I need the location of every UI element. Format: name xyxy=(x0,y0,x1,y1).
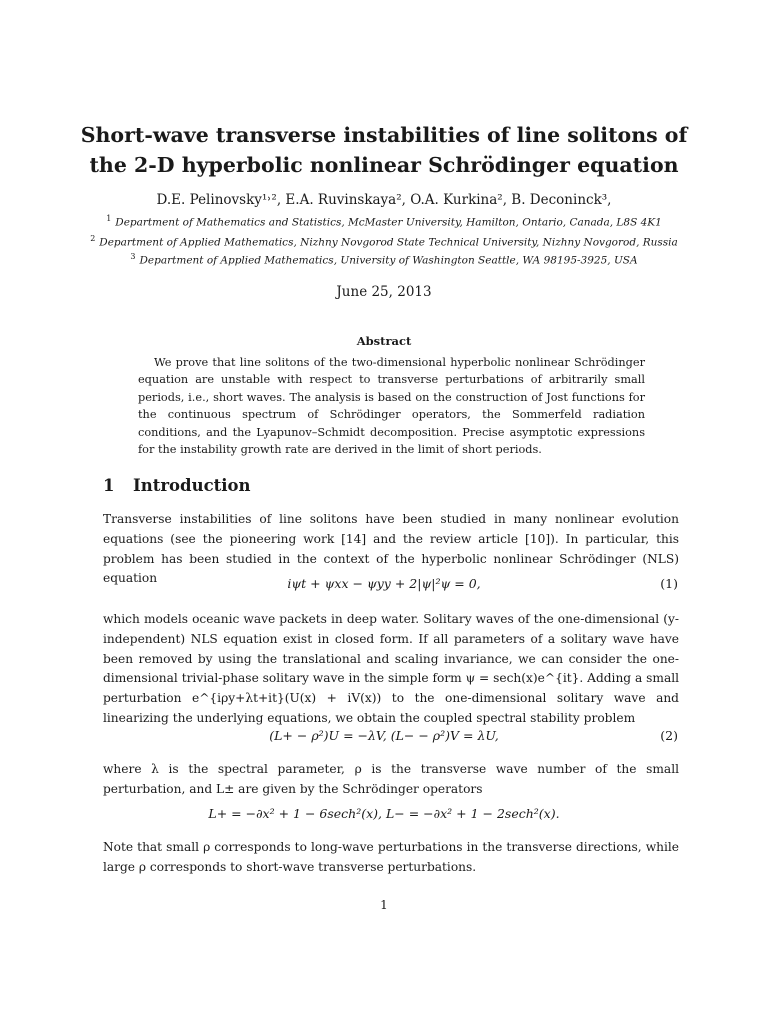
paper-date: June 25, 2013 xyxy=(336,284,432,300)
equation-1: iψt + ψxx − ψyy + 2|ψ|²ψ = 0, xyxy=(287,576,481,591)
affiliation-3 xyxy=(0,252,768,267)
affiliation-text: Department of Mathematics and Statistics, McMaster University, Hamilton, Ontario, Canada, L8S 4K1 xyxy=(115,216,662,229)
intro-paragraph-3: where λ is the spectral parameter, ρ is the transverse wave number of the small perturbation, and L± are given by the Schrödinger operators xyxy=(103,762,679,796)
author-list: D.E. Pelinovsky¹˒², E.A. Ruvinskaya², O.A. Kurkina², B. Deconinck³, xyxy=(156,192,612,208)
page-number: 1 xyxy=(380,898,388,912)
affiliation-text: Department of Applied Mathematics, University of Washington Seattle, WA 98195-3925, USA xyxy=(139,254,638,267)
intro-paragraph-2: which models oceanic wave packets in deep water. Solitary waves of the one-dimensional (y-independent) NLS equation exist in closed form. If all parameters of a solitary wave have been removed by using the translational and scaling invariance, we can consider the one-dimensional trivial-phase solitary wave in the simple form ψ = sech(x)e^{it}. Adding a small perturbation e^{iρy+λt+it}(U(x) + iV(x)) to the one-dimensional solitary wave and linearizing the underlying equations, we obtain the coupled spectral stability problem xyxy=(103,612,679,725)
paper-title-line-2: the 2-D hyperbolic nonlinear Schrödinger equation xyxy=(89,153,679,177)
equation-3: L+ = −∂x² + 1 − 6sech²(x), L− = −∂x² + 1 − 2sech²(x). xyxy=(208,806,560,821)
intro-paragraph-4: Note that small ρ corresponds to long-wave perturbations in the transverse directions, while large ρ corresponds to short-wave transverse perturbations. xyxy=(103,840,679,874)
section-heading xyxy=(103,476,251,495)
equation-2: (L+ − ρ²)U = −λV, (L− − ρ²)V = λU, xyxy=(269,728,499,743)
intro-paragraph-1: Transverse instabilities of line solitons have been studied in many nonlinear evolution equations (see the pioneering work [14] and the review article [10]). In particular, this problem has been studied in the context of the hyperbolic nonlinear Schrödinger (NLS) equation xyxy=(103,512,679,586)
affiliation-mark: 1 xyxy=(106,214,112,223)
affiliation-2 xyxy=(0,234,768,249)
section-number: 1 xyxy=(103,476,115,495)
abstract-body xyxy=(138,354,645,458)
equation-2-number: (2) xyxy=(660,728,678,743)
equation-1-number: (1) xyxy=(660,576,678,591)
affiliation-text: Department of Applied Mathematics, Nizhny Novgorod State Technical University, Nizhny Novgorod, Russia xyxy=(99,236,678,249)
paper-title-line-1: Short-wave transverse instabilities of line solitons of xyxy=(80,123,688,147)
affiliation-1 xyxy=(0,214,768,229)
abstract-heading: Abstract xyxy=(356,334,412,348)
affiliation-mark: 2 xyxy=(90,234,96,243)
section-title: Introduction xyxy=(133,476,251,495)
abstract-text: We prove that line solitons of the two-dimensional hyperbolic nonlinear Schrödinger equation are unstable with respect to transverse perturbations of arbitrarily small periods, i.e., short waves. The analysis is based on the construction of Jost functions for the continuous spectrum of Schrödinger operators, the Sommerfeld radiation conditions, and the Lyapunov–Schmidt decomposition. Precise asymptotic expressions for the instability growth rate are derived in the limit of short periods. xyxy=(138,356,645,457)
affiliation-mark: 3 xyxy=(130,252,136,261)
